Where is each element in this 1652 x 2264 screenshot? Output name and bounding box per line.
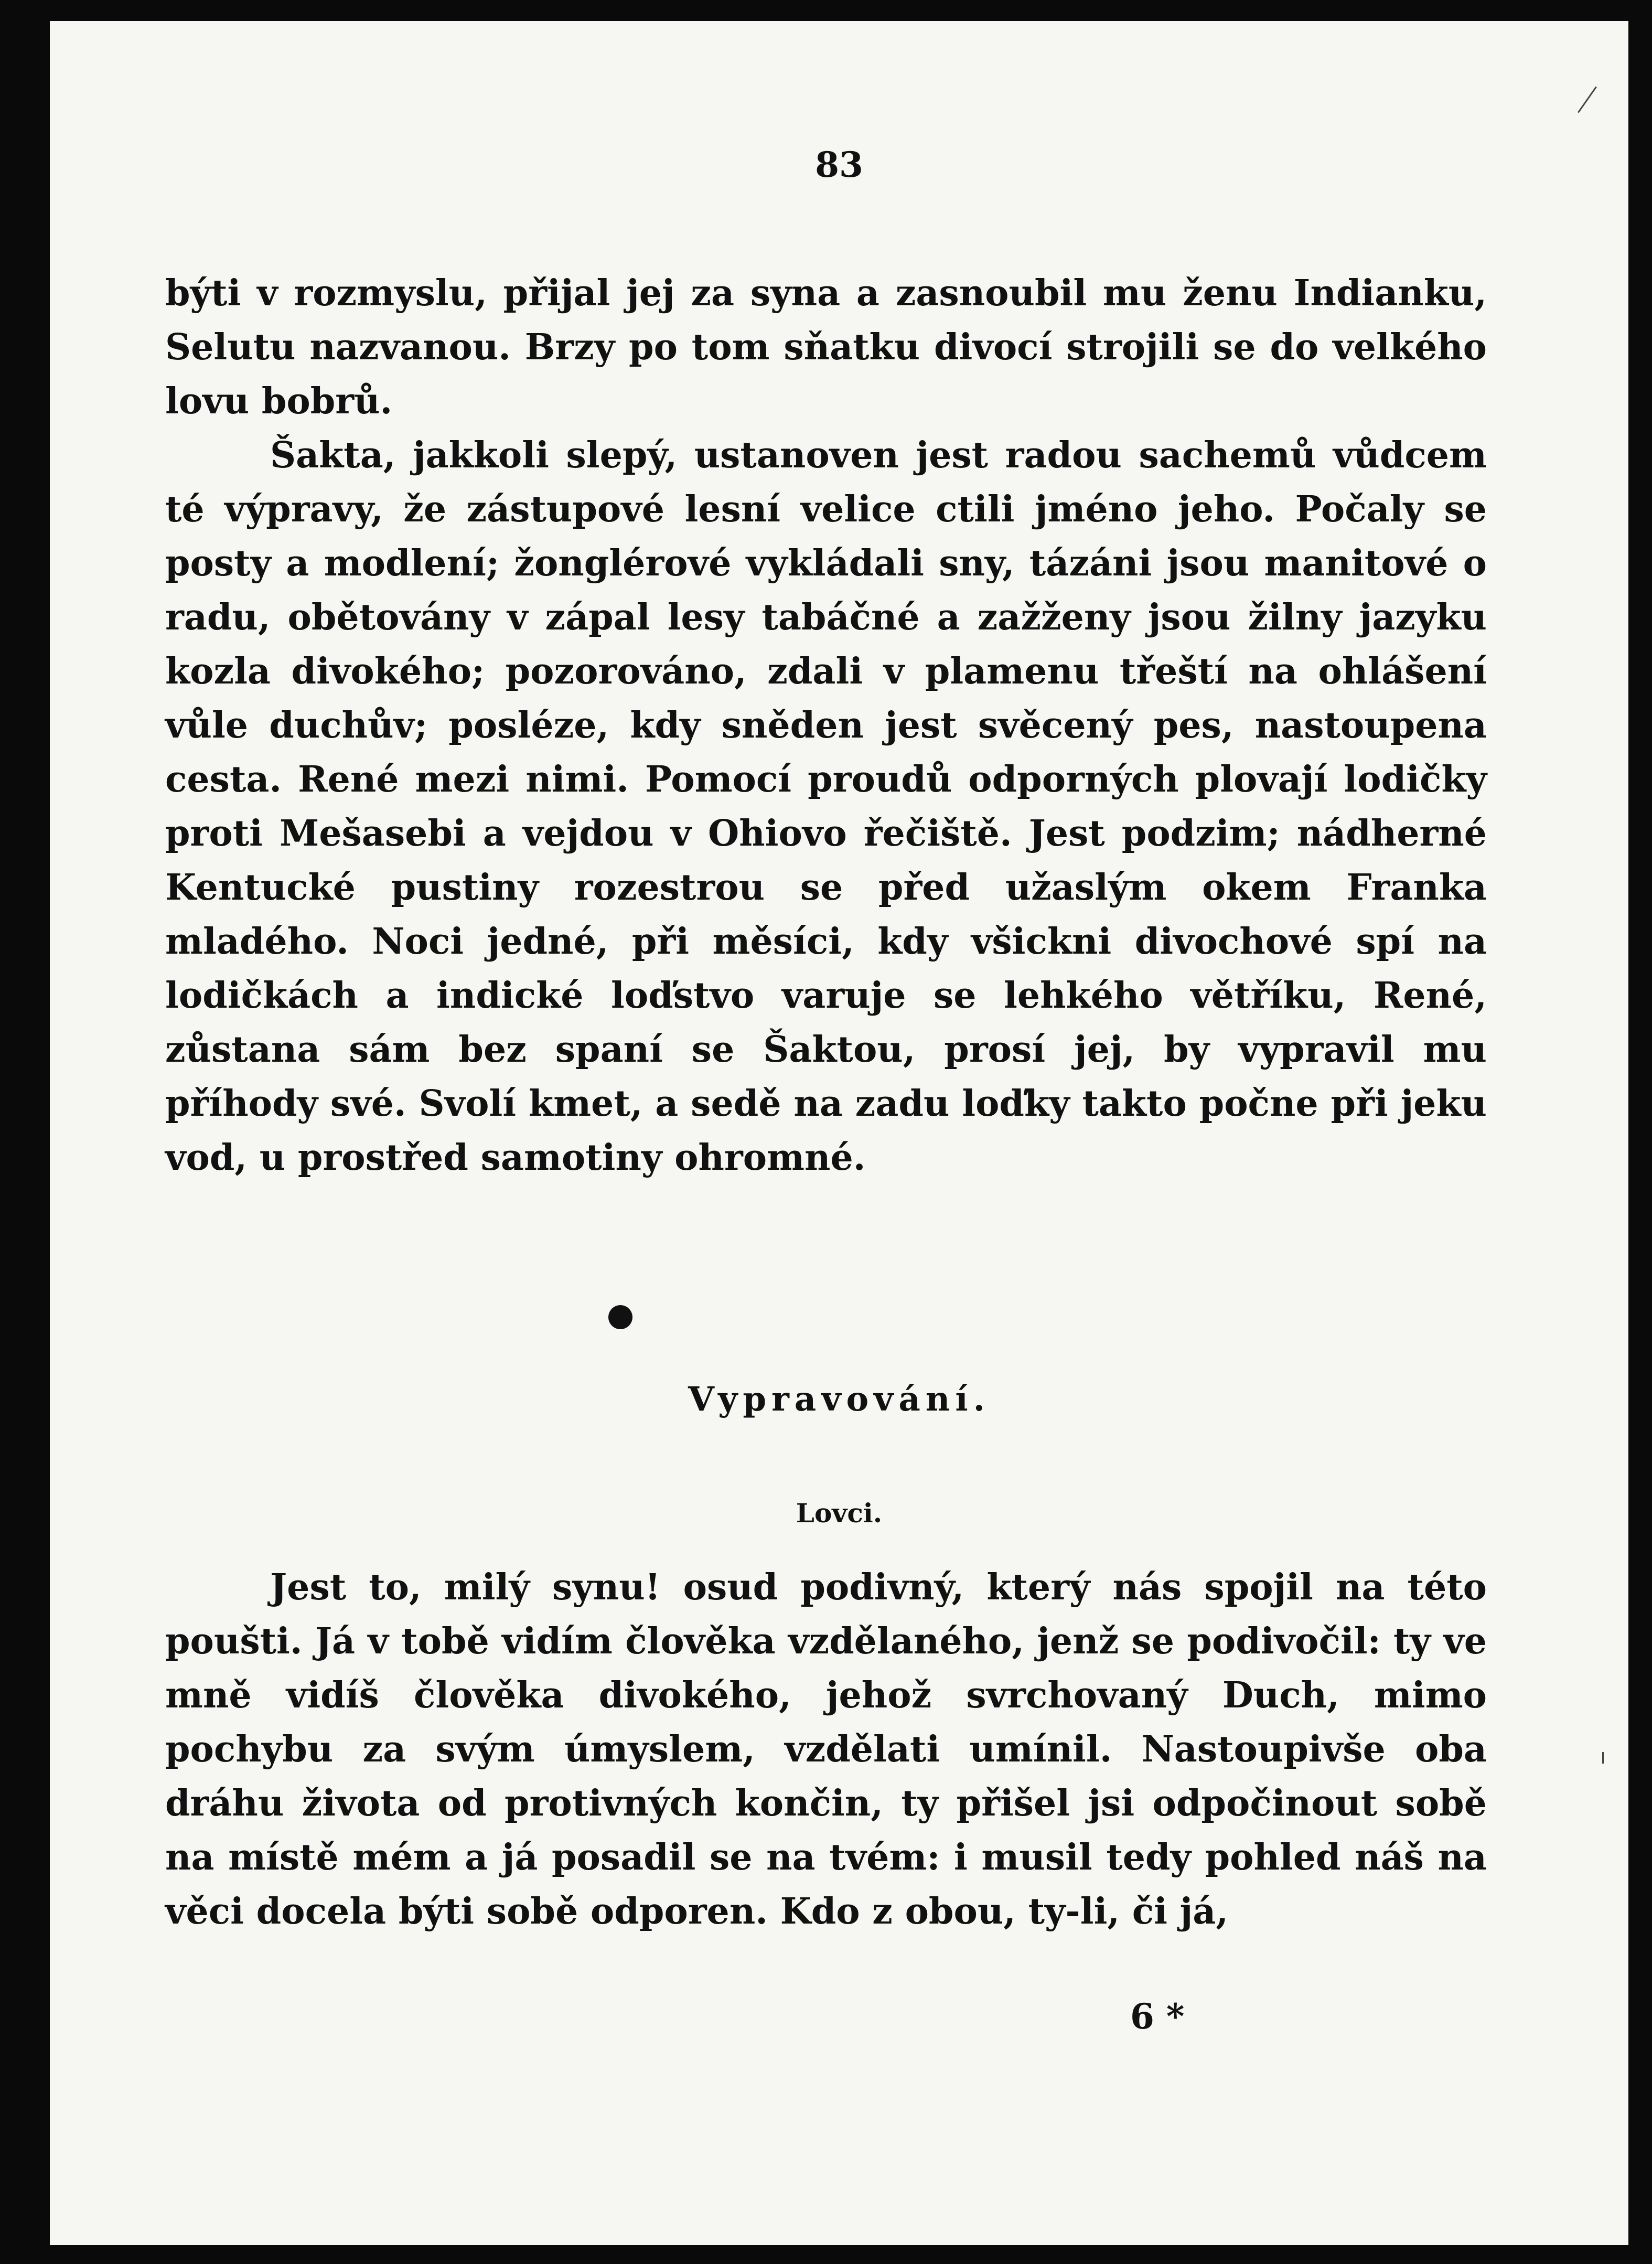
- section-heading: Vypravování.: [688, 1380, 990, 1419]
- intro-text-block: [165, 266, 1487, 1185]
- section-subheading: Lovci.: [796, 1498, 883, 1529]
- paragraph: Šakta, jakkoli slepý, ustanoven jest radou sachemů vůdcem té výpravy, že zástupové lesní velice ctili jméno jeho. Počaly se posty a modlení; žonglérové vykládali sny, tázáni jsou manitové o radu, obětovány v zápal lesy tabáčné a zažženy jsou žilny jazyku kozla divokého; pozorováno, zdali v plamenu třeští na ohlášení vůle duchův; posléze, kdy sněden jest svěcený pes, nastoupena cesta. René mezi nimi. Pomocí proudů odporných plovají lodičky proti Mešasebi a vejdou v Ohiovo řečiště. Jest podzim; nádherné Kentucké pustiny rozestrou se před užaslým okem Franka mladého. Noci jedné, při měsíci, kdy všickni divochové spí na lodičkách a indické loďstvo varuje se lehkého větříku, René, zůstana sám bez spaní se Šaktou, prosí jej, by vypravil mu příhody své. Svolí kmet, a sedě na zadu loďky takto počne při jeku vod, u prostřed samotiny ohromné.: [165, 434, 1487, 1179]
- story-text-block: [165, 1561, 1487, 1939]
- ink-speck: [1578, 87, 1597, 113]
- paragraph: býti v rozmyslu, přijal jej za syna a zasnoubil mu ženu Indianku, Selutu nazvanou. Brzy po tom sňatku divocí strojili se do velkého lovu bobrů.: [165, 272, 1487, 422]
- book-page: [50, 21, 1628, 2245]
- printer-signature-mark: 6 *: [1130, 1996, 1185, 2037]
- paragraph: Jest to, milý synu! osud podivný, který nás spojil na této poušti. Já v tobě vidím člověka vzdělaného, jenž se podivočil: ty ve mně vidíš člověka divokého, jehož svrchovaný Duch, mimo pochybu za svým úmyslem, vzdělati umínil. Nastoupivše oba dráhu života od protivných končin, ty přišel jsi odpočinout sobě na místě mém a já posadil se na tvém: i musil tedy pohled náš na věci docela býti sobě odporen. Kdo z obou, ty-li, či já,: [165, 1566, 1487, 1932]
- ink-speck: [1602, 1752, 1604, 1764]
- page-number: 83: [815, 144, 863, 185]
- ink-blot: [608, 1305, 632, 1329]
